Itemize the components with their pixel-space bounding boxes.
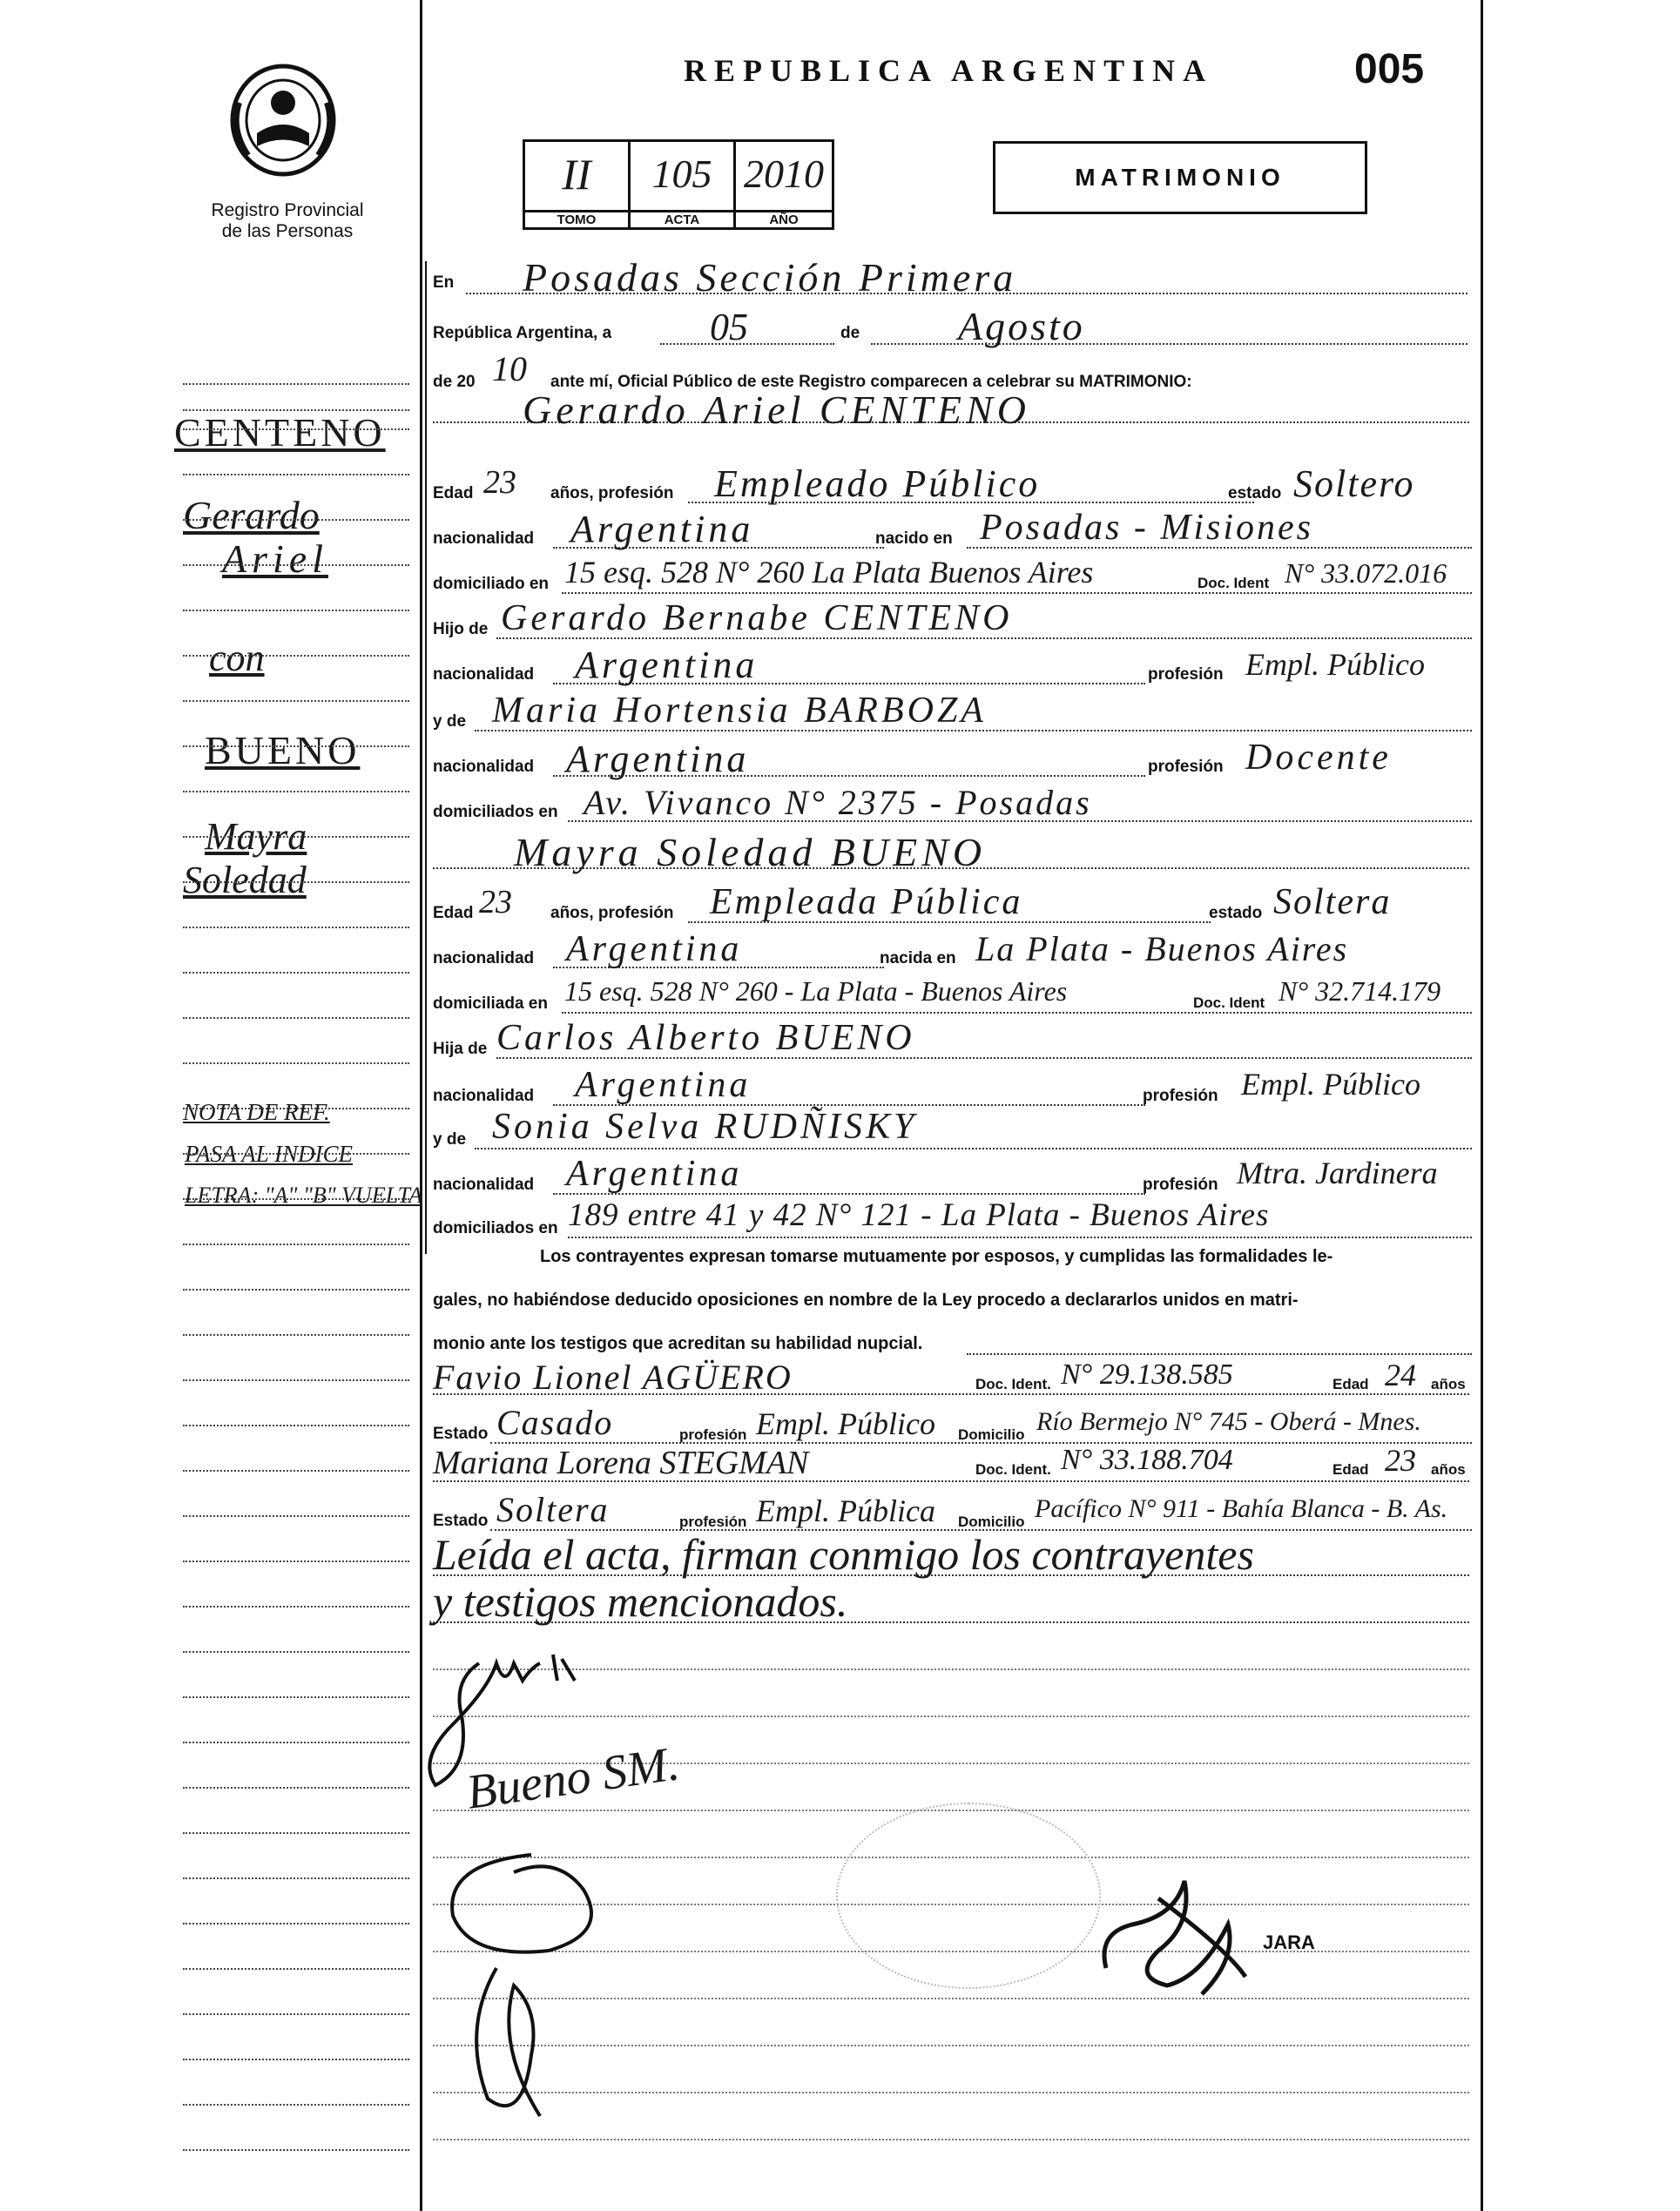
label-republica: República Argentina, a [433, 324, 612, 342]
margin-rule-line [183, 1289, 409, 1291]
margin-rule-line [183, 1153, 409, 1155]
value-mes: Agosto [958, 304, 1085, 348]
legal-line-1: Los contrayentes expresan tomarse mutuamente por esposos, y cumplidas las formalidades le- [540, 1247, 1333, 1266]
label-hija: Hija de [433, 1040, 488, 1058]
signature-4 [1071, 1846, 1272, 2020]
label-madre2-prof: profesión [1143, 1176, 1218, 1194]
value-madre1-nac: Argentina [566, 738, 750, 780]
value-doc2: N° 32.714.179 [1279, 975, 1441, 1007]
margin-rule-line [183, 1742, 409, 1743]
label-nacida-en: nacida en [880, 949, 956, 967]
label-t1-doc: Doc. Ident. [975, 1376, 1051, 1392]
label-hijo: Hijo de [433, 620, 489, 638]
margin-rule-line [183, 655, 409, 657]
label-t1-edad: Edad [1333, 1376, 1369, 1392]
registry-line-1: Registro Provincial [211, 200, 364, 220]
label-de20: de 20 [433, 373, 476, 391]
tomo-cell [525, 142, 631, 227]
margin-note-1: NOTA DE REF. [183, 1099, 330, 1125]
label-t2-dom: Domicilio [958, 1513, 1025, 1530]
label-edad1: Edad [433, 484, 474, 502]
line-dom2 [562, 1012, 1472, 1014]
value-t1-doc: N° 29.138.585 [1061, 1358, 1233, 1391]
margin-rule-line [183, 1968, 409, 1970]
record-type: MATRIMONIO [1075, 164, 1285, 191]
margin-rule-line [183, 881, 409, 883]
label-t2-prof: profesión [679, 1513, 747, 1530]
margin-surname2: BUENO [205, 728, 361, 772]
record-type-box [993, 141, 1367, 214]
ano-cell [736, 142, 832, 227]
margin-rule-line [183, 1198, 409, 1200]
margin-rule-line [183, 972, 409, 974]
margin-note-2: PASA AL INDICE [185, 1141, 354, 1167]
margin-given2b: Soledad [183, 859, 307, 901]
margin-rule-line [183, 2149, 409, 2151]
margin-rule-line [183, 1244, 409, 1245]
value-madre1-prof: Docente [1245, 738, 1392, 778]
value-edad2: 23 [479, 884, 512, 920]
margin-rule-line [183, 1062, 409, 1064]
legal-line-3: monio ante los testigos que acreditan su habilidad nupcial. [433, 1334, 923, 1353]
legal-line-2: gales, no habiéndose deducido oposiciones en nombre de la Ley procedo a declararlos unidos en matri- [433, 1291, 1299, 1310]
value-contrayente1: Gerardo Ariel CENTENO [523, 388, 1030, 432]
margin-rule-line [183, 700, 409, 702]
margin-rule-line [183, 1017, 409, 1019]
value-t2-doc: N° 33.188.704 [1061, 1444, 1233, 1476]
ano-value: 2010 [744, 152, 824, 196]
label-nac2: nacionalidad [433, 949, 535, 967]
registry-name [157, 200, 418, 242]
label-t1-prof: profesión [679, 1426, 747, 1443]
value-madre2: Sonia Selva RUDÑISKY [492, 1107, 918, 1147]
value-padre2-prof: Empl. Público [1241, 1067, 1420, 1102]
label-madre1-nac: nacionalidad [433, 758, 535, 776]
value-lugar: Posadas Sección Primera [523, 255, 1017, 300]
margin-rule-line [183, 1425, 409, 1426]
margin-given1b: Ariel [222, 536, 328, 581]
value-t2-estado: Soltera [496, 1490, 610, 1529]
value-padre2: Carlos Alberto BUENO [496, 1018, 915, 1058]
label-dom-padres2: domiciliados en [433, 1219, 558, 1237]
label-madre1-prof: profesión [1148, 758, 1224, 776]
body-rule-line [433, 2139, 1469, 2140]
label-yde1: y de [433, 712, 467, 731]
margin-rule-line [183, 383, 409, 385]
value-cierre2: y testigos mencionados. [433, 1577, 848, 1626]
label-padre1-prof: profesión [1148, 665, 1224, 684]
margin-rule-line [183, 1696, 409, 1698]
margin-given2a: Mayra [205, 815, 307, 858]
value-padre1-nac: Argentina [575, 644, 759, 686]
line-legal [967, 1353, 1472, 1355]
tomo-value: II [562, 150, 591, 199]
label-dom-padres1: domiciliados en [433, 803, 558, 821]
margin-rule-line [183, 1515, 409, 1517]
margin-rule-line [183, 2059, 409, 2060]
margin-rule-line [183, 1379, 409, 1381]
margin-rule-line [183, 2013, 409, 2015]
margin-rule-line [183, 1334, 409, 1336]
margin-rule-line [183, 474, 409, 475]
value-nac1: Argentina [570, 508, 754, 550]
margin-rule-line [183, 1651, 409, 1653]
country-title: REPUBLICA ARGENTINA [684, 53, 1214, 88]
label-anos-prof1: años, profesión [550, 484, 674, 502]
acta-value: 105 [651, 152, 712, 196]
value-doc1: N° 33.072.016 [1285, 557, 1447, 589]
label-t1-dom: Domicilio [958, 1426, 1025, 1443]
margin-rule-line [183, 1606, 409, 1608]
folio-number: 005 [1354, 46, 1425, 92]
value-nac2: Argentina [566, 929, 743, 969]
line-dom1 [562, 592, 1472, 594]
label-estado2: estado [1209, 904, 1263, 922]
margin-rule-line [183, 1470, 409, 1472]
label-anos-prof2: años, profesión [550, 904, 674, 922]
label-ante-mi: ante mí, Oficial Público de este Registro comparecen a celebrar su MATRIMONIO: [550, 373, 1192, 391]
value-edad1: 23 [483, 464, 516, 501]
value-dom1: 15 esq. 528 N° 260 La Plata Buenos Aires [564, 555, 1094, 590]
label-t2-doc: Doc. Ident. [975, 1461, 1051, 1478]
margin-rule-line [183, 836, 409, 838]
value-padre1-prof: Empl. Público [1245, 647, 1425, 682]
margin-con: con [209, 637, 265, 679]
margin-rule-line [183, 1787, 409, 1789]
label-dom2: domiciliada en [433, 994, 548, 1013]
label-doc1: Doc. Ident [1198, 575, 1270, 591]
margin-rule-line [183, 927, 409, 928]
margin-rule-line [183, 1561, 409, 1562]
label-nacido-en: nacido en [875, 529, 953, 548]
label-t2-edad: Edad [1333, 1461, 1369, 1478]
value-dom-padres1: Av. Vivanco N° 2375 - Posadas [584, 783, 1092, 822]
margin-rule-line [183, 610, 409, 611]
label-padre1-nac: nacionalidad [433, 665, 535, 684]
value-t1-dom: Río Bermejo N° 745 - Oberá - Mnes. [1036, 1407, 1421, 1436]
signature-2: Bueno SM. [462, 1736, 683, 1820]
label-dom1: domiciliado en [433, 575, 550, 593]
left-margin-rule-inner [425, 261, 427, 1254]
margin-note-3: LETRA: "A" "B" VUELTA [185, 1183, 423, 1208]
margin-rule-line [183, 1108, 409, 1109]
value-contrayente2: Mayra Soledad BUENO [514, 830, 987, 874]
label-t2-estado: Estado [433, 1512, 489, 1530]
value-t2-prof: Empl. Pública [756, 1493, 935, 1528]
value-nacido-en: Posadas - Misiones [980, 508, 1313, 548]
label-doc2: Doc. Ident [1193, 994, 1265, 1011]
label-en: En [433, 273, 455, 292]
record-box [523, 139, 834, 230]
label-madre2-nac: nacionalidad [433, 1176, 535, 1194]
value-nacida-en: La Plata - Buenos Aires [975, 929, 1349, 968]
label-estado1: estado [1228, 484, 1282, 502]
margin-rule-line [183, 564, 409, 566]
value-estado2: Soltera [1273, 882, 1392, 922]
label-t2-anos: años [1431, 1461, 1466, 1478]
value-dom-padres2: 189 entre 41 y 42 N° 121 - La Plata - Buenos Aires [568, 1197, 1270, 1233]
margin-given1a: Gerardo [183, 493, 320, 537]
label-edad2: Edad [433, 904, 474, 922]
tomo-label: TOMO [525, 210, 628, 227]
line-dom-padres2 [568, 1237, 1472, 1238]
value-madre2-nac: Argentina [566, 1154, 743, 1194]
margin-rule-line [183, 2104, 409, 2106]
official-stamp [836, 1803, 1101, 1989]
value-t1-edad: 24 [1385, 1358, 1416, 1392]
value-padre1: Gerardo Bernabe CENTENO [501, 598, 1013, 638]
value-estado1: Soltero [1293, 462, 1415, 505]
value-madre1: Maria Hortensia BARBOZA [492, 691, 987, 731]
label-nac1: nacionalidad [433, 529, 535, 548]
label-padre2-nac: nacionalidad [433, 1087, 535, 1105]
acta-label: ACTA [631, 210, 733, 227]
value-profesion2: Empleada Pública [710, 882, 1023, 922]
value-testigo1: Favio Lionel AGÜERO [433, 1358, 793, 1397]
value-t2-dom: Pacífico N° 911 - Bahía Blanca - B. As. [1035, 1494, 1448, 1523]
label-yde2: y de [433, 1130, 467, 1149]
acta-cell [631, 142, 736, 227]
label-de: de [840, 324, 860, 342]
value-t2-edad: 23 [1385, 1443, 1416, 1478]
label-padre2-prof: profesión [1143, 1087, 1218, 1105]
provincial-seal [222, 51, 344, 181]
stamp-text: JARA [1263, 1931, 1315, 1953]
value-madre2-prof: Mtra. Jardinera [1237, 1156, 1438, 1190]
margin-rule-line [183, 745, 409, 747]
margin-rule-line [183, 1877, 409, 1879]
signature-3 [418, 1837, 644, 2133]
value-profesion1: Empleado Público [714, 462, 1041, 505]
label-t1-estado: Estado [433, 1425, 489, 1443]
margin-rule-line [183, 791, 409, 792]
margin-rule-line [183, 428, 409, 430]
right-margin-rule [1481, 0, 1483, 2211]
margin-rule-line [183, 1832, 409, 1834]
value-t1-estado: Casado [496, 1403, 614, 1442]
registry-line-2: de las Personas [221, 221, 354, 241]
value-ano-suffix: 10 [492, 349, 527, 388]
value-dom2: 15 esq. 528 N° 260 - La Plata - Buenos Aires [564, 975, 1068, 1007]
ano-label: AÑO [736, 210, 832, 227]
value-t1-prof: Empl. Público [756, 1406, 935, 1441]
line-yde2 [475, 1148, 1472, 1149]
label-t1-anos: años [1431, 1376, 1466, 1392]
value-padre2-nac: Argentina [575, 1065, 752, 1105]
value-testigo2: Mariana Lorena STEGMAN [433, 1445, 809, 1481]
margin-rule-line [183, 519, 409, 521]
value-cierre1: Leída el acta, firman conmigo los contrayentes [433, 1530, 1254, 1579]
margin-surname1: CENTENO [174, 410, 386, 455]
margin-rule-line [183, 1923, 409, 1925]
value-dia: 05 [710, 306, 748, 348]
